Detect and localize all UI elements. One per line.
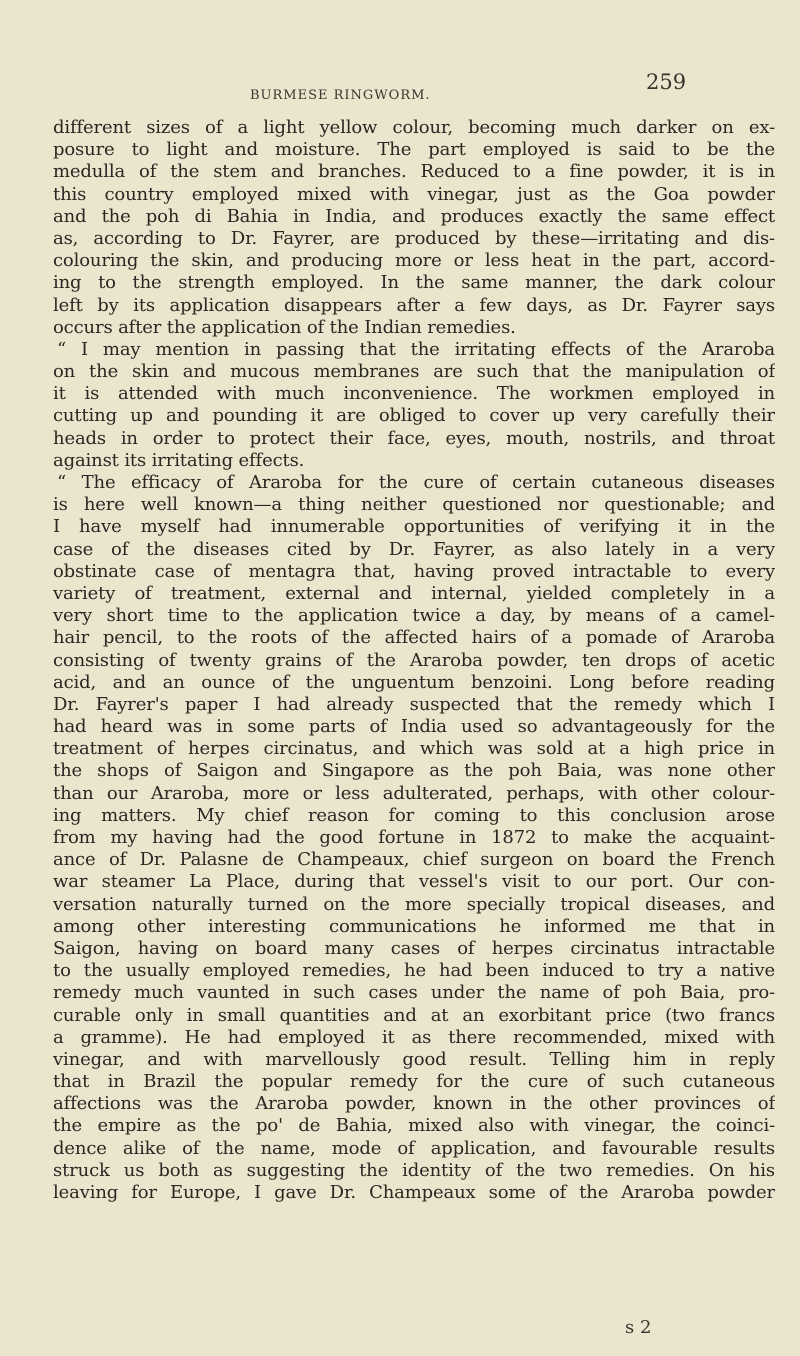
running-head: BURMESE RINGWORM. (250, 88, 431, 103)
text-line: versation naturally turned on the more specially tropical diseases, and (53, 893, 775, 915)
signature-mark: s 2 (625, 1317, 652, 1338)
text-line: to the usually employed remedies, he had been induced to try a native (53, 960, 775, 982)
text-line: Saigon, having on board many cases of herpes circinatus intractable (53, 937, 775, 959)
text-line: posure to light and moisture. The part employed is said to be the (53, 139, 775, 161)
text-line: as, according to Dr. Fayrer, are produced by these—irritating and dis- (53, 227, 775, 249)
text-line: than our Araroba, more or less adulterated, perhaps, with other colour- (53, 782, 775, 804)
text-line: and the poh di Bahia in India, and produces exactly the same effect (53, 205, 775, 227)
text-line: ing to the strength employed. In the same manner, the dark colour (53, 272, 775, 294)
text-line: remedy much vaunted in such cases under the name of poh Baia, pro- (53, 982, 775, 1004)
text-line: occurs after the application of the Indian remedies. (53, 316, 516, 338)
text-line: case of the diseases cited by Dr. Fayrer, as also lately in a very (53, 538, 775, 560)
text-line: hair pencil, to the roots of the affected hairs of a pomade of Araroba (53, 627, 775, 649)
text-line: the shops of Saigon and Singapore as the poh Baia, was none other (53, 760, 775, 782)
text-line: medulla of the stem and branches. Reduced to a fine powder, it is in (53, 161, 775, 183)
text-line: cutting up and pounding it are obliged to cover up very carefully their (53, 405, 775, 427)
text-line: ing matters. My chief reason for coming to this conclusion arose (53, 804, 775, 826)
text-line: consisting of twenty grains of the Araroba powder, ten drops of acetic (53, 649, 775, 671)
text-line: dence alike of the name, mode of application, and favourable results (53, 1137, 775, 1159)
text-line: a gramme). He had employed it as there recommended, mixed with (53, 1026, 775, 1048)
text-line: vinegar, and with marvellously good result. Telling him in reply (53, 1048, 775, 1070)
text-line: war steamer La Place, during that vessel's visit to our port. Our con- (53, 871, 775, 893)
text-line: “ I may mention in passing that the irritating effects of the Araroba (57, 338, 775, 360)
text-line: from my having had the good fortune in 1872 to make the acquaint- (53, 827, 775, 848)
text-line: that in Brazil the popular remedy for the cure of such cutaneous (53, 1071, 775, 1093)
text-line: the empire as the po' de Bahia, mixed also with vinegar, the coinci- (53, 1115, 775, 1137)
text-line: different sizes of a light yellow colour, becoming much darker on ex- (53, 117, 775, 138)
text-line: left by its application disappears after a few days, as Dr. Fayrer says (53, 294, 775, 316)
text-line: this country employed mixed with vinegar, just as the Goa powder (53, 183, 775, 205)
text-line: heads in order to protect their face, eyes, mouth, nostrils, and throat (53, 427, 775, 449)
text-line: obstinate case of mentagra that, having proved intractable to every (53, 560, 775, 582)
page-number: 259 (646, 70, 687, 94)
text-line: curable only in small quantities and at an exorbitant price (two francs (53, 1004, 775, 1026)
text-line: struck us both as suggesting the identity of the two remedies. On his (53, 1159, 775, 1181)
text-line: ance of Dr. Palasne de Champeaux, chief surgeon on board the French (53, 849, 775, 871)
text-line: among other interesting communications he informed me that in (53, 915, 775, 937)
text-line: treatment of herpes circinatus, and which was sold at a high price in (53, 738, 775, 760)
text-line: against its irritating effects. (53, 449, 305, 471)
text-line: very short time to the application twice a day, by means of a camel- (53, 605, 775, 627)
text-line: “ The efficacy of Araroba for the cure of certain cutaneous diseases (57, 472, 775, 493)
text-line: on the skin and mucous membranes are such that the manipulation of (53, 361, 775, 383)
body-text (53, 117, 775, 1204)
text-line: had heard was in some parts of India used so advantageously for the (53, 716, 775, 738)
text-line: acid, and an ounce of the unguentum benzoini. Long before reading (53, 671, 775, 693)
text-line: is here well known—a thing neither questioned nor questionable; and (53, 494, 775, 516)
text-line: affections was the Araroba powder, known in the other provinces of (53, 1093, 775, 1115)
text-line: leaving for Europe, I gave Dr. Champeaux some of the Araroba powder (53, 1182, 775, 1203)
text-line: it is attended with much inconvenience. The workmen employed in (53, 383, 775, 405)
text-line: colouring the skin, and producing more or less heat in the part, accord- (53, 250, 775, 272)
text-line: I have myself had innumerable opportunities of verifying it in the (53, 516, 775, 538)
text-line: Dr. Fayrer's paper I had already suspected that the remedy which I (53, 693, 775, 715)
text-line: variety of treatment, external and internal, yielded completely in a (53, 582, 775, 604)
